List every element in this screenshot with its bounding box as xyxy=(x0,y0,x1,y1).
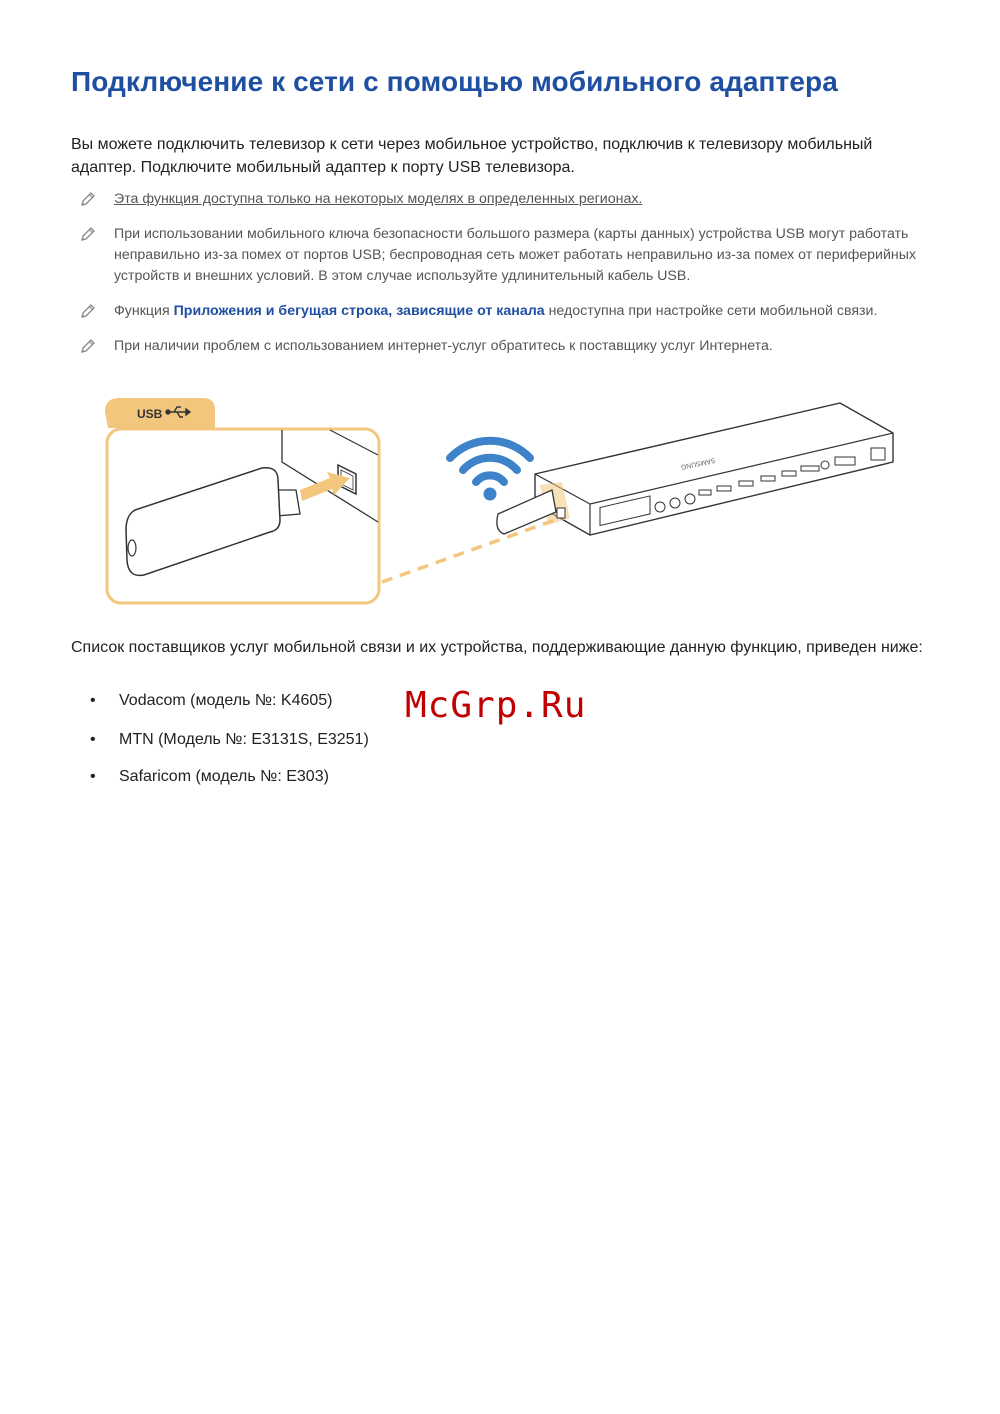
bullet-dot: • xyxy=(90,731,96,748)
list-item xyxy=(90,766,329,788)
bullet-dot: • xyxy=(90,768,96,785)
one-connect-box xyxy=(497,403,893,535)
note-text-prefix: Функция xyxy=(114,303,174,319)
note-pen-icon xyxy=(79,225,97,243)
provider-name: Safaricom (модель №: E303) xyxy=(119,768,329,785)
note-item xyxy=(79,189,939,210)
intro-paragraph: Вы можете подключить телевизор к сети через мобильное устройство, подключив к телевизору мобильный адаптер. Подключите мобильный адаптер к порту USB телевизора. xyxy=(71,136,873,176)
note-link-availability[interactable]: Эта функция доступна только на некоторых моделях в определенных регионах. xyxy=(114,191,643,207)
provider-name: MTN (Модель №: E3131S, E3251) xyxy=(119,731,369,748)
connection-illustration xyxy=(100,390,900,610)
note-text-suffix: недоступна при настройке сети мобильной связи. xyxy=(544,303,878,319)
note-pen-icon xyxy=(79,337,97,355)
list-item xyxy=(90,729,369,751)
bullet-dot: • xyxy=(90,692,96,709)
usb-tab-label: USB xyxy=(137,407,163,421)
watermark-text: McGrp.Ru xyxy=(405,685,587,726)
note-item xyxy=(79,336,939,357)
note-text: При наличии проблем с использованием интернет-услуг обратитесь к поставщику услуг Интернета. xyxy=(114,338,773,354)
note-pen-icon xyxy=(79,190,97,208)
note-pen-icon xyxy=(79,302,97,320)
note-text: При использовании мобильного ключа безопасности большого размера (карты данных) устройства USB могут работать неправильно из-за помех от портов USB; беспроводная сеть может работать неправильно из-за помех от периферийных устройств и внешних условий. В этом случае используйте удлинительный кабель USB. xyxy=(114,226,917,284)
box-brand-label: SAMSUNG xyxy=(679,456,717,471)
wifi-icon xyxy=(450,441,530,482)
note-item xyxy=(79,301,939,322)
note-item xyxy=(79,224,939,287)
providers-intro: Список поставщиков услуг мобильной связи и их устройства, поддерживающие данную функцию, приведен ниже: xyxy=(71,639,923,656)
provider-name: Vodacom (модель №: K4605) xyxy=(119,692,333,709)
page-title: Подключение к сети с помощью мобильного адаптера xyxy=(71,66,838,97)
zoom-leader-line xyxy=(382,520,555,582)
menu-path-link[interactable]: Приложения и бегущая строка, зависящие от канала xyxy=(173,303,545,319)
list-item xyxy=(90,690,333,712)
